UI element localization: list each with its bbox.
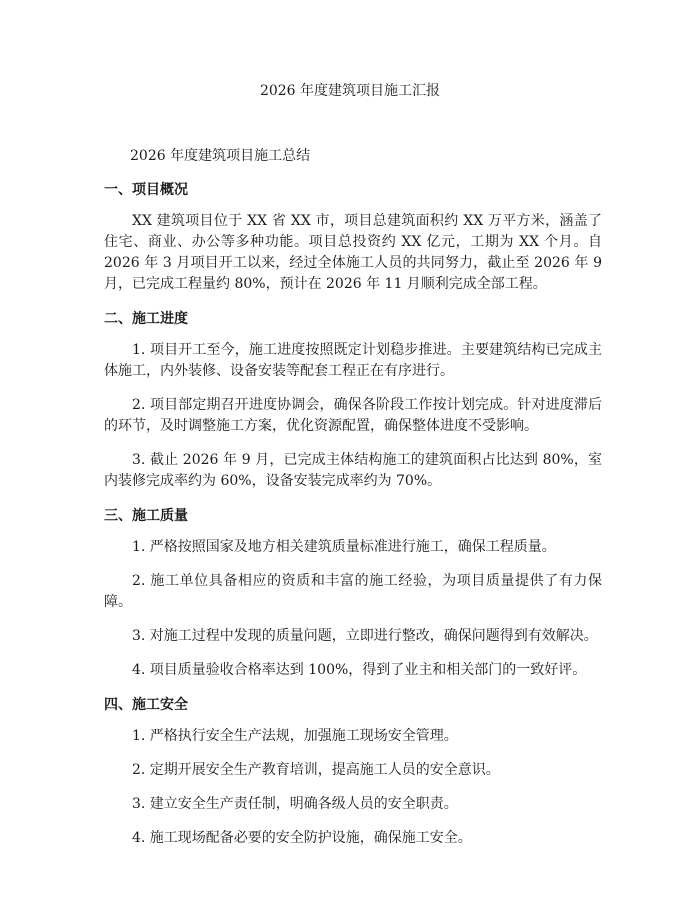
paragraph: 3. 建立安全生产责任制，明确各级人员的安全职责。 — [132, 796, 458, 812]
paragraph: 2. 定期开展安全生产教育培训，提高施工人员的安全意识。 — [132, 762, 500, 778]
paragraph: 3. 截止 2026 年 9 月，已完成主体结构施工的建筑面积占比达到 80%，室内装修完成率约为 60%，设备安装完成率约为 70%。 — [104, 452, 602, 489]
paragraph: 1. 严格按照国家及地方相关建筑质量标准进行施工，确保工程质量。 — [132, 539, 556, 555]
section-progress — [104, 308, 602, 492]
section-safety — [104, 694, 602, 849]
document-body — [104, 145, 602, 862]
paragraph: 4. 施工现场配备必要的安全防护设施，确保施工安全。 — [132, 830, 472, 846]
section-overview — [104, 179, 602, 295]
paragraph: 2. 施工单位具备相应的资质和丰富的施工经验，为项目质量提供了有力保障。 — [104, 573, 602, 610]
document-title: 2026 年度建筑项目施工汇报 — [259, 83, 441, 99]
section-heading: 四、施工安全 — [104, 697, 188, 713]
paragraph: 1. 严格执行安全生产法规，加强施工现场安全管理。 — [132, 728, 458, 744]
paragraph: 4. 项目质量验收合格率达到 100%，得到了业主和相关部门的一致好评。 — [132, 662, 587, 678]
section-heading: 二、施工进度 — [104, 311, 188, 327]
paragraph: 2. 项目部定期召开进度协调会，确保各阶段工作按计划完成。针对进度滞后的环节，及时调整施工方案，优化资源配置，确保整体进度不受影响。 — [104, 397, 602, 434]
paragraph: XX 建筑项目位于 XX 省 XX 市，项目总建筑面积约 XX 万平方米，涵盖了住宅、商业、办公等多种功能。项目总投资约 XX 亿元，工期为 XX 个月。自 2026 年 3 月项目开工以来，经过全体施工人员的共同努力，截止至 2026 年 9 月，已完成工程量约 80%，预计在 2026 年 11 月顺利完成全部工程。 — [104, 213, 602, 292]
section-quality — [104, 505, 602, 681]
section-heading: 一、项目概况 — [104, 182, 188, 198]
paragraph: 1. 项目开工至今，施工进度按照既定计划稳步推进。主要建筑结构已完成主体施工，内外装修、设备安装等配套工程正在有序进行。 — [104, 342, 602, 379]
section-heading: 三、施工质量 — [104, 508, 188, 524]
paragraph: 3. 对施工过程中发现的质量问题，立即进行整改，确保问题得到有效解决。 — [132, 628, 598, 644]
document-subtitle: 2026 年度建筑项目施工总结 — [130, 148, 311, 164]
